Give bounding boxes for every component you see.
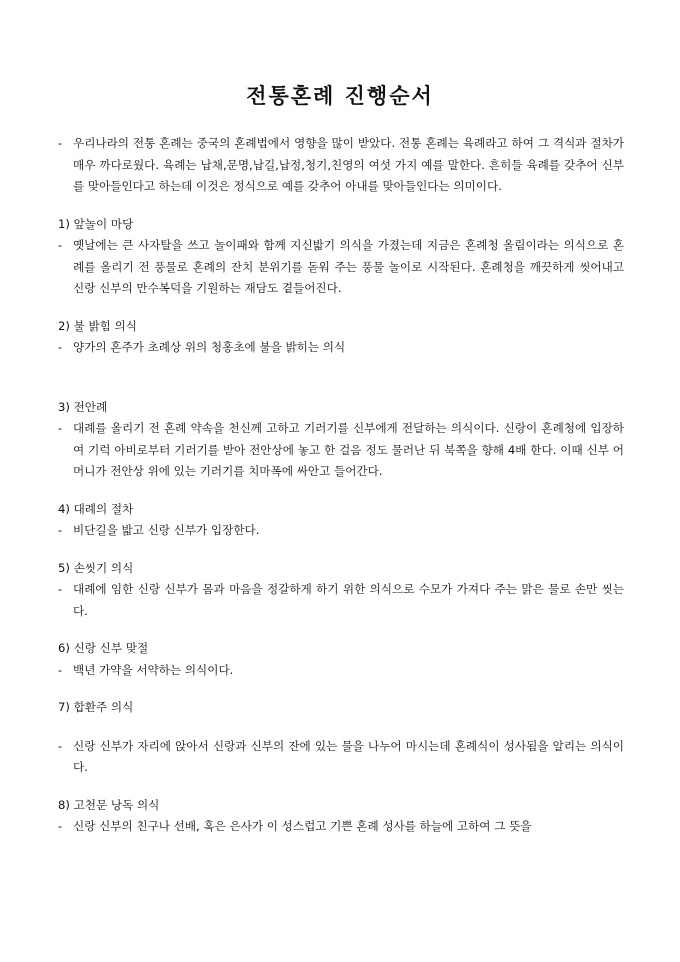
section-paragraph (58, 520, 624, 542)
section-text: 신랑 신부의 친구나 선배, 혹은 은사가 이 성스럽고 기쁜 혼례 성사를 하늘에 고하여 그 뜻을 (73, 819, 532, 833)
section-heading: 8) 고천문 낭독 의식 (58, 797, 160, 812)
section-text: 신랑 신부가 자리에 앉아서 신랑과 신부의 잔에 있는 물을 나누어 마시는데 혼례식이 성사됨을 알리는 의식이다. (73, 738, 624, 774)
section-2 (58, 316, 624, 359)
intro-text: 우리나라의 전통 혼례는 중국의 혼례법에서 영향을 많이 받았다. 전통 혼례는 육례라고 하여 그 격식과 절차가 매우 까다로웠다. 육례는 납채,문명,납길,납정,청기,친영의 여섯 가지 예를 말한다. 흔히들 육례를 갖추어 신부를 맞아들인다고 하는데 이것은 정식으로 예를 갖추어 아내를 맞아들인다는 의미이다. (73, 136, 624, 193)
section-heading: 4) 대례의 절차 (58, 501, 134, 516)
section-7 (58, 697, 624, 779)
section-6 (58, 638, 624, 681)
section-heading: 5) 손씻기 의식 (58, 560, 134, 575)
section-heading: 6) 신랑 신부 맞절 (58, 641, 149, 655)
section-text: 비단길을 밟고 신랑 신부가 입장한다. (73, 523, 260, 537)
bullet-dash: - (58, 738, 63, 753)
section-text: 대례를 올리기 전 혼례 약속을 천신께 고하고 기러기를 신부에게 전달하는 의식이다. 신랑이 혼례청에 입장하여 기럭 아비로부터 기러기를 받아 전안상에 놓고 한 걸음 정도 물러난 뒤 북쪽을 향해 4배 한다. 이때 신부 어머니가 전안상 위에 있는 기러기를 치마폭에 싸안고 들어간다. (73, 421, 624, 478)
bullet-dash: - (58, 582, 63, 596)
section-paragraph (58, 660, 624, 682)
section-8 (58, 795, 624, 838)
section-text: 대례에 임한 신랑 신부가 몸과 마음을 정갈하게 하기 위한 의식으로 수모가 가져다 주는 맑은 물로 손만 씻는다. (73, 582, 624, 618)
section-4 (58, 499, 624, 542)
bullet-dash: - (58, 662, 63, 677)
bullet-dash: - (58, 340, 63, 354)
section-text: 백년 가약을 서약하는 의식이다. (73, 662, 234, 677)
section-paragraph (58, 235, 624, 300)
section-heading: 3) 전안례 (58, 399, 108, 414)
section-3 (58, 397, 624, 483)
section-paragraph (58, 418, 624, 483)
bullet-dash: - (58, 421, 63, 435)
section-5 (58, 558, 624, 623)
section-paragraph (58, 816, 624, 838)
section-text: 양가의 혼주가 초례상 위의 청홍초에 불을 밝히는 의식 (73, 340, 346, 354)
intro-paragraph (58, 133, 624, 198)
section-paragraph (58, 579, 624, 622)
section-heading: 7) 합환주 의식 (58, 700, 134, 714)
bullet-dash: - (58, 136, 63, 150)
document-body (58, 133, 624, 838)
section-paragraph (58, 736, 624, 779)
section-1 (58, 214, 624, 300)
section-text: 옛날에는 큰 사자탈을 쓰고 놀이패와 함께 지신밟기 의식을 가졌는데 지금은 혼례청 올림이라는 의식으로 혼례를 올리기 전 풍물로 혼례의 잔치 분위기를 돋워 주는 풍물 놀이로 시작된다. 혼례청을 깨끗하게 씻어내고 신랑 신부의 만수복덕을 기원하는 재담도 곁들어진다. (73, 238, 624, 295)
bullet-dash: - (58, 238, 63, 252)
document-title: 전통혼례 진행순서 (246, 83, 434, 108)
section-paragraph (58, 337, 624, 359)
section-heading: 1) 앞놀이 마당 (58, 216, 134, 231)
bullet-dash: - (58, 523, 63, 537)
bullet-dash: - (58, 819, 63, 833)
section-heading: 2) 불 밝힘 의식 (58, 318, 137, 333)
